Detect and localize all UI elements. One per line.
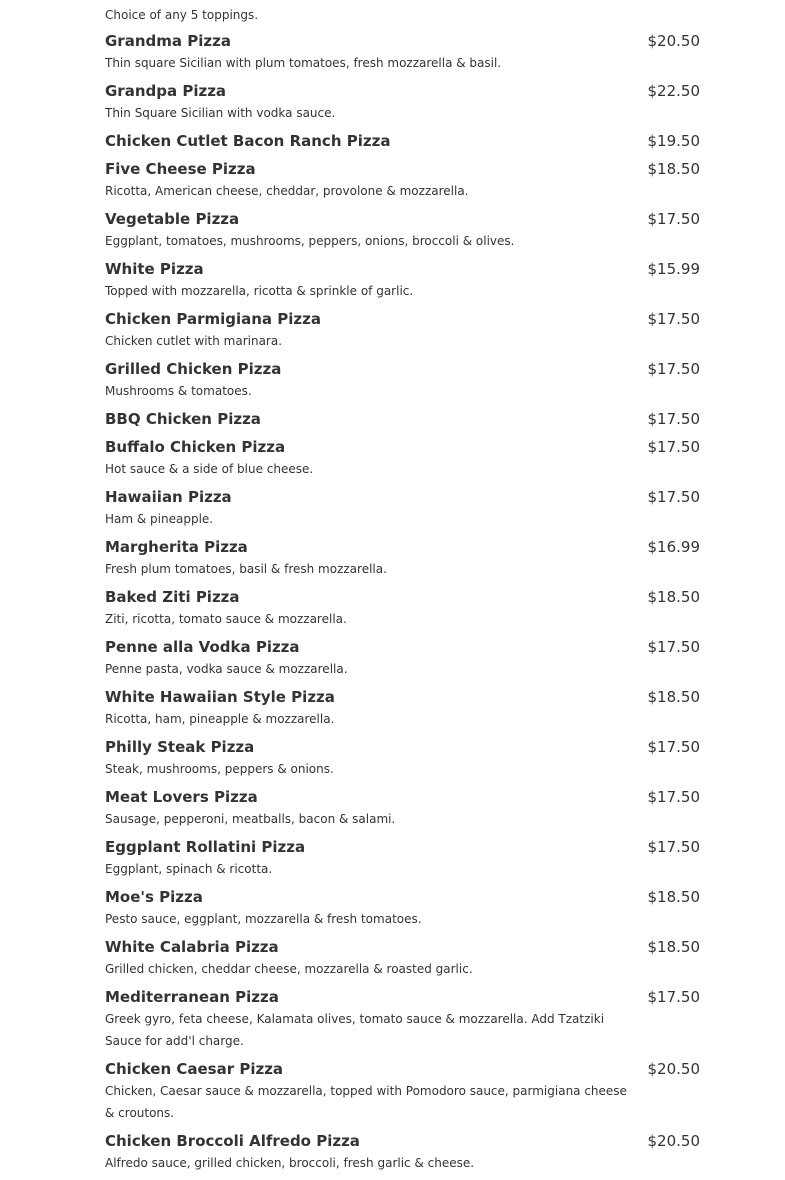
- item-description: Fresh plum tomatoes, basil & fresh mozzarella.: [105, 562, 387, 576]
- item-name: Margherita Pizza: [105, 538, 248, 556]
- item-name: Chicken Parmigiana Pizza: [105, 310, 321, 328]
- item-description: Ricotta, American cheese, cheddar, provolone & mozzarella.: [105, 184, 469, 198]
- item-name: Chicken Caesar Pizza: [105, 1060, 284, 1078]
- item-price: $15.99: [647, 260, 700, 278]
- item-description: Hot sauce & a side of blue cheese.: [105, 462, 314, 476]
- item-description: Topped with mozzarella, ricotta & sprinkle of garlic.: [105, 284, 414, 298]
- menu-item[interactable]: [105, 158, 700, 202]
- menu-item[interactable]: [105, 886, 700, 930]
- menu-item[interactable]: [105, 130, 700, 152]
- item-name: Buffalo Chicken Pizza: [105, 438, 286, 456]
- item-name: Chicken Cutlet Bacon Ranch Pizza: [105, 132, 391, 150]
- item-description: Choice of any 5 toppings.: [105, 8, 259, 22]
- item-description: Mushrooms & tomatoes.: [105, 384, 252, 398]
- item-price: $20.50: [647, 1132, 700, 1150]
- item-name: Penne alla Vodka Pizza: [105, 638, 300, 656]
- menu-item[interactable]: [105, 258, 700, 302]
- menu-item[interactable]: [105, 436, 700, 480]
- item-description: Greek gyro, feta cheese, Kalamata olives, tomato sauce & mozzarella. Add Tzatziki Sauce for add'l charge.: [105, 1012, 605, 1048]
- item-name: Moe's Pizza: [105, 888, 203, 906]
- pizza-menu-list: [105, 4, 700, 1180]
- item-price: $17.50: [647, 788, 700, 806]
- item-price: $18.50: [647, 938, 700, 956]
- item-name: White Pizza: [105, 260, 204, 278]
- item-name: Five Cheese Pizza: [105, 160, 256, 178]
- item-description: Ricotta, ham, pineapple & mozzarella.: [105, 712, 335, 726]
- menu-item[interactable]: [105, 208, 700, 252]
- menu-item[interactable]: [105, 686, 700, 730]
- item-price: $17.50: [647, 638, 700, 656]
- item-description: Ham & pineapple.: [105, 512, 214, 526]
- item-description: Eggplant, tomatoes, mushrooms, peppers, onions, broccoli & olives.: [105, 234, 515, 248]
- item-description: Eggplant, spinach & ricotta.: [105, 862, 273, 876]
- item-price: $17.50: [647, 738, 700, 756]
- item-name: Eggplant Rollatini Pizza: [105, 838, 306, 856]
- item-description: Sausage, pepperoni, meatballs, bacon & salami.: [105, 812, 396, 826]
- menu-item[interactable]: [105, 936, 700, 980]
- item-description: Thin Square Sicilian with vodka sauce.: [105, 106, 336, 120]
- menu-item[interactable]: [105, 536, 700, 580]
- item-price: $18.50: [647, 888, 700, 906]
- item-price: $17.50: [647, 310, 700, 328]
- item-description: Steak, mushrooms, peppers & onions.: [105, 762, 334, 776]
- menu-item[interactable]: [105, 986, 700, 1052]
- item-price: $17.50: [647, 360, 700, 378]
- item-price: $16.99: [647, 538, 700, 556]
- menu-item[interactable]: [105, 358, 700, 402]
- menu-item[interactable]: [105, 786, 700, 830]
- item-price: $17.50: [647, 210, 700, 228]
- item-price: $18.50: [647, 588, 700, 606]
- item-description: Chicken, Caesar sauce & mozzarella, topped with Pomodoro sauce, parmigiana cheese & croutons.: [105, 1084, 627, 1120]
- item-description: Ziti, ricotta, tomato sauce & mozzarella.: [105, 612, 347, 626]
- item-description: Pesto sauce, eggplant, mozzarella & fresh tomatoes.: [105, 912, 422, 926]
- item-name: Grandma Pizza: [105, 32, 231, 50]
- item-description: Alfredo sauce, grilled chicken, broccoli, fresh garlic & cheese.: [105, 1156, 475, 1170]
- item-price: $17.50: [647, 988, 700, 1006]
- item-name: Baked Ziti Pizza: [105, 588, 240, 606]
- item-price: $17.50: [647, 410, 700, 428]
- menu-item[interactable]: [105, 636, 700, 680]
- item-description: Chicken cutlet with marinara.: [105, 334, 283, 348]
- menu-item[interactable]: [105, 736, 700, 780]
- menu-item[interactable]: [105, 586, 700, 630]
- menu-item[interactable]: [105, 308, 700, 352]
- item-price: $20.50: [647, 1060, 700, 1078]
- menu-item[interactable]: [105, 80, 700, 124]
- item-price: $17.50: [647, 438, 700, 456]
- item-name: Grilled Chicken Pizza: [105, 360, 282, 378]
- item-description: Thin square Sicilian with plum tomatoes, fresh mozzarella & basil.: [105, 56, 502, 70]
- item-description: Grilled chicken, cheddar cheese, mozzarella & roasted garlic.: [105, 962, 473, 976]
- item-price: $17.50: [647, 488, 700, 506]
- item-name: Grandpa Pizza: [105, 82, 227, 100]
- item-name: Vegetable Pizza: [105, 210, 240, 228]
- menu-item[interactable]: [105, 1058, 700, 1124]
- item-price: $17.50: [647, 838, 700, 856]
- item-name: BBQ Chicken Pizza: [105, 410, 261, 428]
- item-name: Chicken Broccoli Alfredo Pizza: [105, 1132, 360, 1150]
- item-name: Meat Lovers Pizza: [105, 788, 258, 806]
- item-price: $18.50: [647, 688, 700, 706]
- menu-item[interactable]: [105, 408, 700, 430]
- menu-item[interactable]: [105, 30, 700, 74]
- item-name: Philly Steak Pizza: [105, 738, 255, 756]
- menu-item[interactable]: [105, 1130, 700, 1174]
- menu-item[interactable]: [105, 836, 700, 880]
- item-price: $22.50: [647, 82, 700, 100]
- item-name: Mediterranean Pizza: [105, 988, 279, 1006]
- menu-item[interactable]: [105, 486, 700, 530]
- item-name: White Hawaiian Style Pizza: [105, 688, 335, 706]
- item-price: $20.50: [647, 32, 700, 50]
- item-name: Hawaiian Pizza: [105, 488, 232, 506]
- item-price: $18.50: [647, 160, 700, 178]
- item-name: White Calabria Pizza: [105, 938, 279, 956]
- item-price: $19.50: [647, 132, 700, 150]
- item-description: Penne pasta, vodka sauce & mozzarella.: [105, 662, 348, 676]
